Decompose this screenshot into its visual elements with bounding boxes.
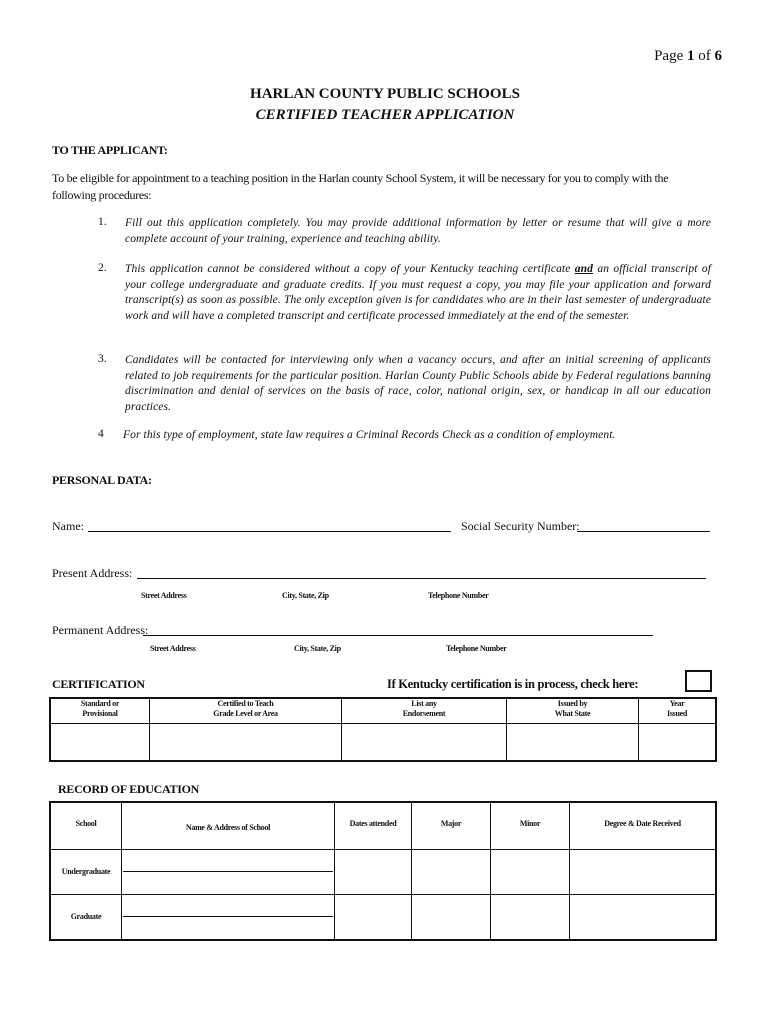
row-label: Graduate [50,894,122,940]
table-header-row [50,698,716,723]
item-number: 4 [98,428,104,440]
education-heading: RECORD OF EDUCATION [58,782,199,796]
table-row [50,894,716,940]
table-cell[interactable] [491,894,570,940]
personal-heading: PERSONAL DATA: [52,473,152,487]
item-text: Fill out this application completely. You may provide additional information by letter or resume that will give a more complete account of your training, experience and teaching ability. [125,217,711,245]
street-address-label: Street Address [150,644,196,653]
permanent-address-label: Permanent Address: [52,623,149,637]
page-word: Page [654,48,684,64]
street-address-label: Street Address [141,591,187,600]
permanent-address-field[interactable] [143,635,653,636]
column-header-line: Grade Level or Area [213,709,278,718]
item-text-part: an official transcript of your college undergraduate and graduate credits. If you must request a copy, you may file your application and forward transcript(s) as soon as possible. The only exception given is for candidates who are in their last semester of undergraduate work and will have a completed transcript and certificate processed immediately at the end of the semester. [125,263,711,322]
city-state-zip-label: City, State, Zip [294,644,341,653]
table-cell[interactable] [412,849,491,894]
table-cell[interactable] [491,849,570,894]
name-field[interactable] [88,531,451,532]
column-header-line: Certified to Teach [217,699,274,708]
column-header-line: Issued [667,709,687,718]
item-text: For this type of employment, state law requires a Criminal Records Check as a condition of employment. [123,429,616,441]
table-cell[interactable] [412,894,491,940]
table-cell[interactable] [507,723,639,761]
table-cell[interactable] [335,894,412,940]
certification-heading: CERTIFICATION [52,677,145,691]
table-cell[interactable] [570,849,717,894]
table-cell[interactable] [122,849,335,894]
item-number: 3. [98,353,107,365]
column-header: School [50,802,122,849]
column-header-line: Issued by [557,699,588,708]
column-header: Name & Address of School [122,802,335,849]
page-number [654,48,722,65]
document-title: HARLAN COUNTY PUBLIC SCHOOLS [250,86,520,102]
document-subtitle: CERTIFIED TEACHER APPLICATION [255,107,515,123]
column-header-line: Provisional [82,709,118,718]
item-text [125,262,711,324]
name-label: Name: [52,519,84,533]
telephone-label: Telephone Number [446,644,507,653]
item-number: 2. [98,262,107,274]
column-header: Minor [491,802,570,849]
table-header-row [50,802,716,849]
present-address-label: Present Address: [52,566,133,580]
column-header-line: Standard or [80,699,120,708]
table-cell[interactable] [50,723,150,761]
applicant-heading: TO THE APPLICANT: [52,143,168,157]
item-emphasis: and [574,263,593,275]
column-header [507,698,639,723]
table-cell[interactable] [150,723,342,761]
certification-check-label: If Kentucky certification is in process, check here: [387,677,639,691]
city-state-zip-label: City, State, Zip [282,591,329,600]
page-of: of [698,48,711,64]
page-current: 1 [687,48,695,64]
table-cell[interactable] [122,894,335,940]
column-header-line: Year [669,699,685,708]
table-cell[interactable] [335,849,412,894]
table-cell[interactable] [342,723,507,761]
column-header [150,698,342,723]
column-header-line: List any [411,699,437,708]
row-label: Undergraduate [50,849,122,894]
column-header [639,698,717,723]
column-header [50,698,150,723]
ssn-label: Social Security Number: [461,519,580,533]
ssn-field[interactable] [577,531,710,532]
table-row [50,849,716,894]
column-header: Dates attended [335,802,412,849]
applicant-intro: To be eligible for appointment to a teaching position in the Harlan county School System, it will be necessary for you to comply with the following procedures: [52,171,669,202]
education-table [49,801,717,941]
table-row [50,723,716,761]
column-header: Degree & Date Received [570,802,717,849]
item-text: Candidates will be contacted for interviewing only when a vacancy occurs, and after an initial screening of applicants related to job requirements for the particular position. Harlan County Public Schools abide by Federal regulations banning discrimination and denial of services on the basis of race, color, national origin, sex, or handicap in all our education practices. [125,354,711,413]
item-text-part: This application cannot be considered without a copy of your Kentucky teaching certificate [125,263,575,275]
certification-table [49,697,717,762]
page-total: 6 [714,48,722,64]
present-address-field[interactable] [137,578,706,579]
table-cell[interactable] [570,894,717,940]
school-name-line [123,871,333,872]
column-header-line: What State [554,709,591,718]
column-header-line: Endorsement [402,709,446,718]
column-header: Major [412,802,491,849]
telephone-label: Telephone Number [428,591,489,600]
school-name-line [123,916,333,917]
column-header [342,698,507,723]
certification-in-process-checkbox[interactable] [685,670,712,692]
item-number: 1. [98,216,107,228]
table-cell[interactable] [639,723,717,761]
